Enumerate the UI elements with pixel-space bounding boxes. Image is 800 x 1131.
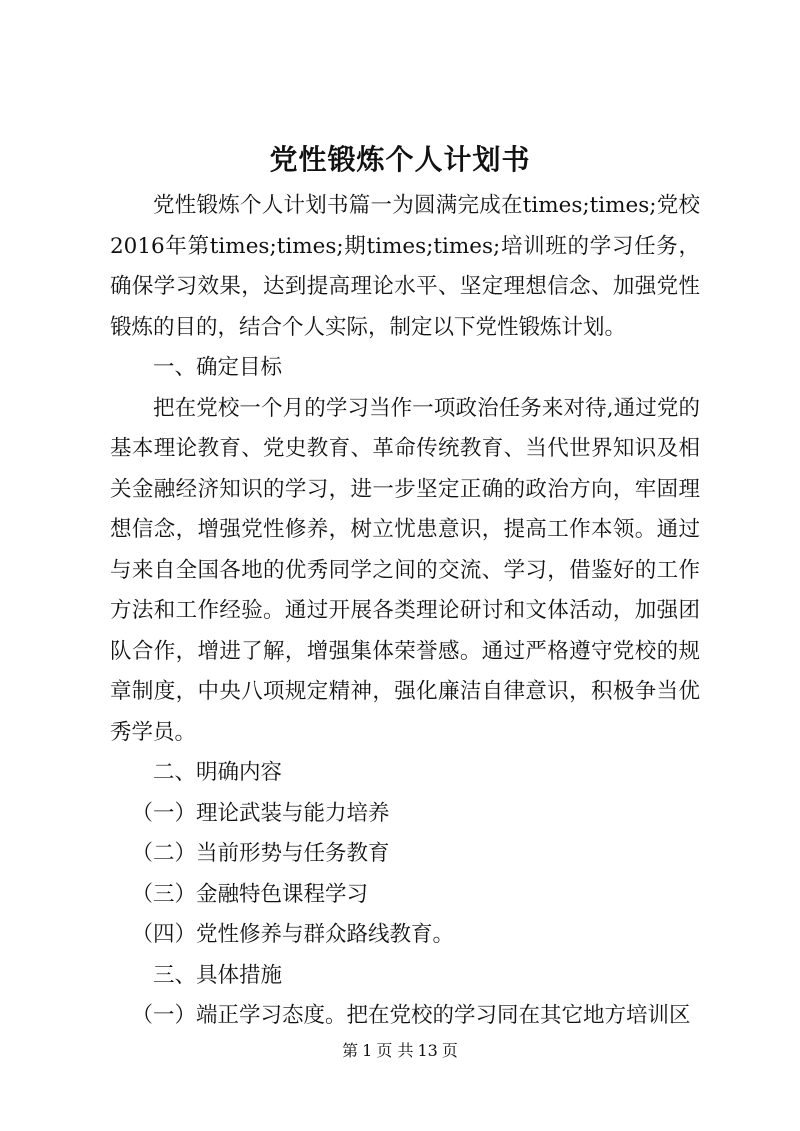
content-item: （一）理论武装与能力培养 [131,800,390,826]
section-heading-content: 二、明确内容 [153,760,283,785]
page-label-mid: 页 共 [376,1041,414,1060]
content-item: （三）金融特色课程学习 [131,881,369,907]
content-item: （四）党性修养与群众路线教育。 [131,922,455,947]
total-pages: 13 [417,1041,438,1060]
page-label-suffix: 页 [441,1041,458,1060]
measures-item: （一）端正学习态度。把在党校的学习同在其它地方培训区 [131,1003,691,1028]
page-number: 1 [362,1041,373,1060]
document-title: 党性锻炼个人计划书 [269,143,531,176]
content-item: （二）当前形势与任务教育 [131,841,390,866]
page-footer [0,1040,800,1062]
section-heading-goals: 一、确定目标 [153,355,283,380]
intro-paragraph: 党性锻炼个人计划书篇一为圆满完成在times;times;党校2016年第times;times;期times;times;培训班的学习任务，确保学习效果，达到提高理论水平、坚定理想信念、加强党性锻炼的目的，结合个人实际，制定以下党性锻炼计划。 [110,193,700,340]
page-label-prefix: 第 [342,1041,359,1060]
document-body [110,186,700,1037]
goals-paragraph: 把在党校一个月的学习当作一项政治任务来对待,通过党的基本理论教育、党史教育、革命传统教育、当代世界知识及相关金融经济知识的学习，进一步坚定正确的政治方向，牢固理想信念，增强党性修养，树立忧患意识，提高工作本领。通过与来自全国各地的优秀同学之间的交流、学习，借鉴好的工作方法和工作经验。通过开展各类理论研讨和文体活动，加强团队合作，增进了解，增强集体荣誉感。通过严格遵守党校的规章制度，中央八项规定精神，强化廉洁自律意识，积极争当优秀学员。 [110,395,700,745]
section-heading-measures: 三、具体措施 [153,962,283,988]
